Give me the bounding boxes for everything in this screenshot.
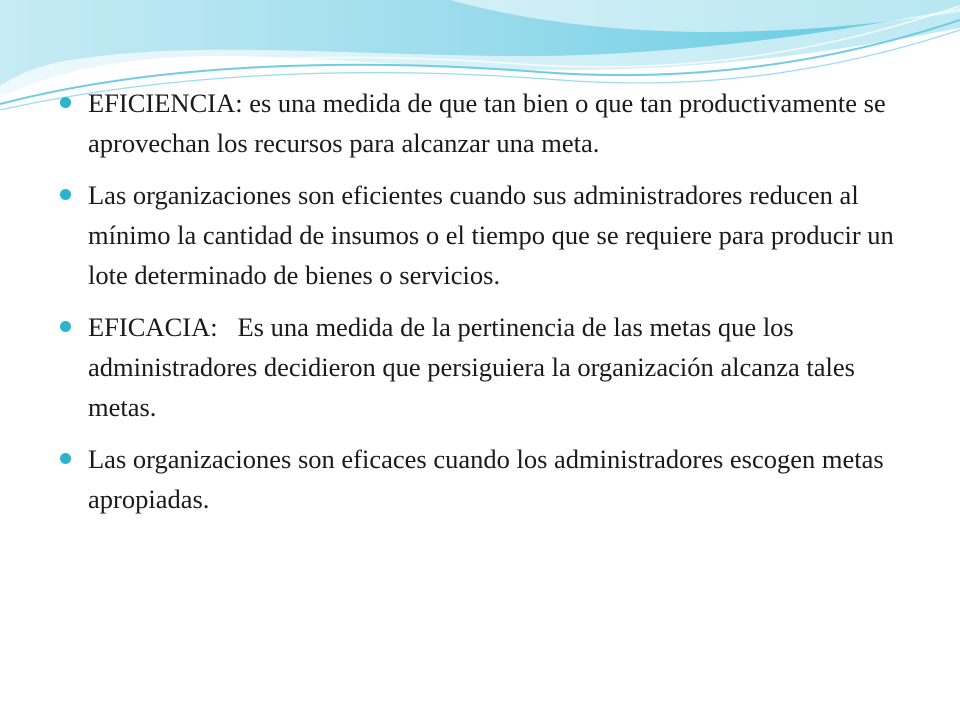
bullet-item-eficaces	[60, 439, 920, 519]
bullet-item-eficientes	[60, 175, 920, 295]
bullet-list	[60, 83, 920, 519]
bullet-icon	[60, 97, 71, 108]
bullet-item-eficiencia	[60, 83, 920, 163]
bullet-item-eficacia	[60, 307, 920, 427]
slide-content	[60, 83, 920, 531]
bullet-text: Las organizaciones son eficientes cuando sus administradores reducen al mínimo la cantidad de insumos o el tiempo que se requiere para producir un lote determinado de bienes o servicios.	[88, 180, 894, 290]
bullet-icon	[60, 321, 71, 332]
bullet-icon	[60, 453, 71, 464]
bullet-text: Las organizaciones son eficaces cuando los administradores escogen metas apropiadas.	[88, 444, 884, 514]
bullet-icon	[60, 189, 71, 200]
bullet-text: EFICIENCIA: es una medida de que tan bien o que tan productivamente se aprovechan los recursos para alcanzar una meta.	[88, 88, 886, 158]
bullet-text: EFICACIA: Es una medida de la pertinencia de las metas que los administradores decidieron que persiguiera la organización alcanza tales metas.	[88, 312, 862, 422]
